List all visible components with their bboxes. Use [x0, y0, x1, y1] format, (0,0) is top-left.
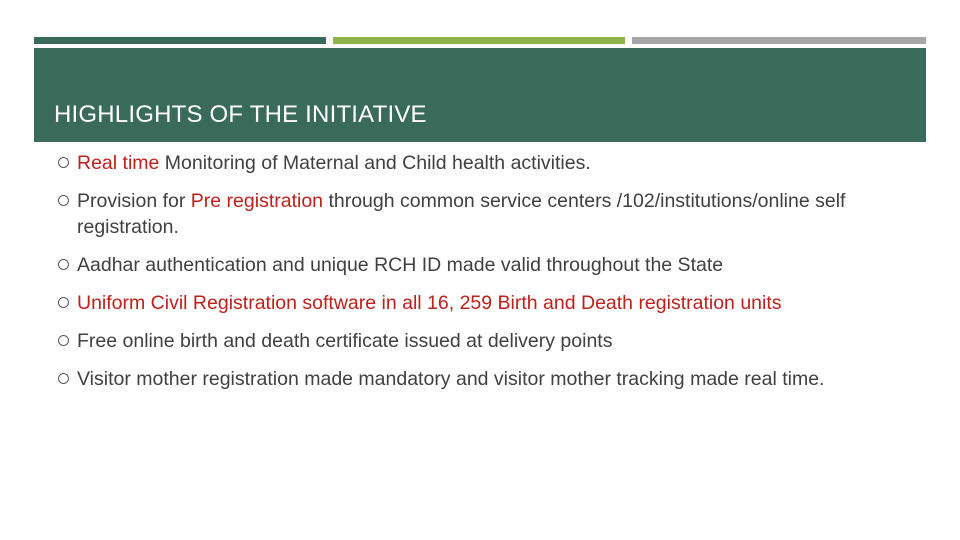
- accent-bar-light-green: [333, 37, 625, 44]
- highlighted-text: software in all 16, 259 Birth and Death registration units: [302, 292, 782, 314]
- circle-outline-icon: [58, 373, 69, 384]
- circle-outline-icon: [58, 297, 69, 308]
- bullet-text: Free online birth and death certificate issued at delivery points: [77, 330, 613, 352]
- bullet-text: Aadhar authentication and unique RCH ID made valid throughout the State: [77, 254, 724, 276]
- slide-title: HIGHLIGHTS OF THE INITIATIVE: [54, 101, 427, 128]
- bullet-item-aadhar-authentication: [56, 252, 916, 278]
- accent-bar-gray: [632, 37, 926, 44]
- bullet-text: Monitoring of Maternal and Child health activities.: [159, 152, 591, 174]
- accent-bar-dark-green: [34, 37, 326, 44]
- bullet-item-visitor-mother: [56, 366, 916, 392]
- highlighted-text: Pre registration: [190, 190, 324, 212]
- bullet-text: Visitor mother registration made mandatory and visitor mother tracking made real time.: [77, 368, 825, 390]
- bullet-item-pre-registration: [56, 188, 916, 240]
- bullet-text: through common service centers /102/institutions/online self registration.: [77, 190, 846, 238]
- bullet-list: [56, 150, 916, 404]
- circle-outline-icon: [58, 195, 69, 206]
- top-accent-bars: [34, 37, 926, 44]
- bullet-text: Provision for: [77, 190, 191, 212]
- bullet-item-real-time-monitoring: [56, 150, 916, 176]
- circle-outline-icon: [58, 335, 69, 346]
- highlighted-text: Uniform Civil Registration: [77, 292, 303, 314]
- circle-outline-icon: [58, 157, 69, 168]
- circle-outline-icon: [58, 259, 69, 270]
- bullet-item-uniform-civil-registration: [56, 290, 916, 316]
- highlighted-text: Real time: [77, 152, 160, 174]
- bullet-item-free-certificate: [56, 328, 916, 354]
- title-banner: [34, 48, 926, 142]
